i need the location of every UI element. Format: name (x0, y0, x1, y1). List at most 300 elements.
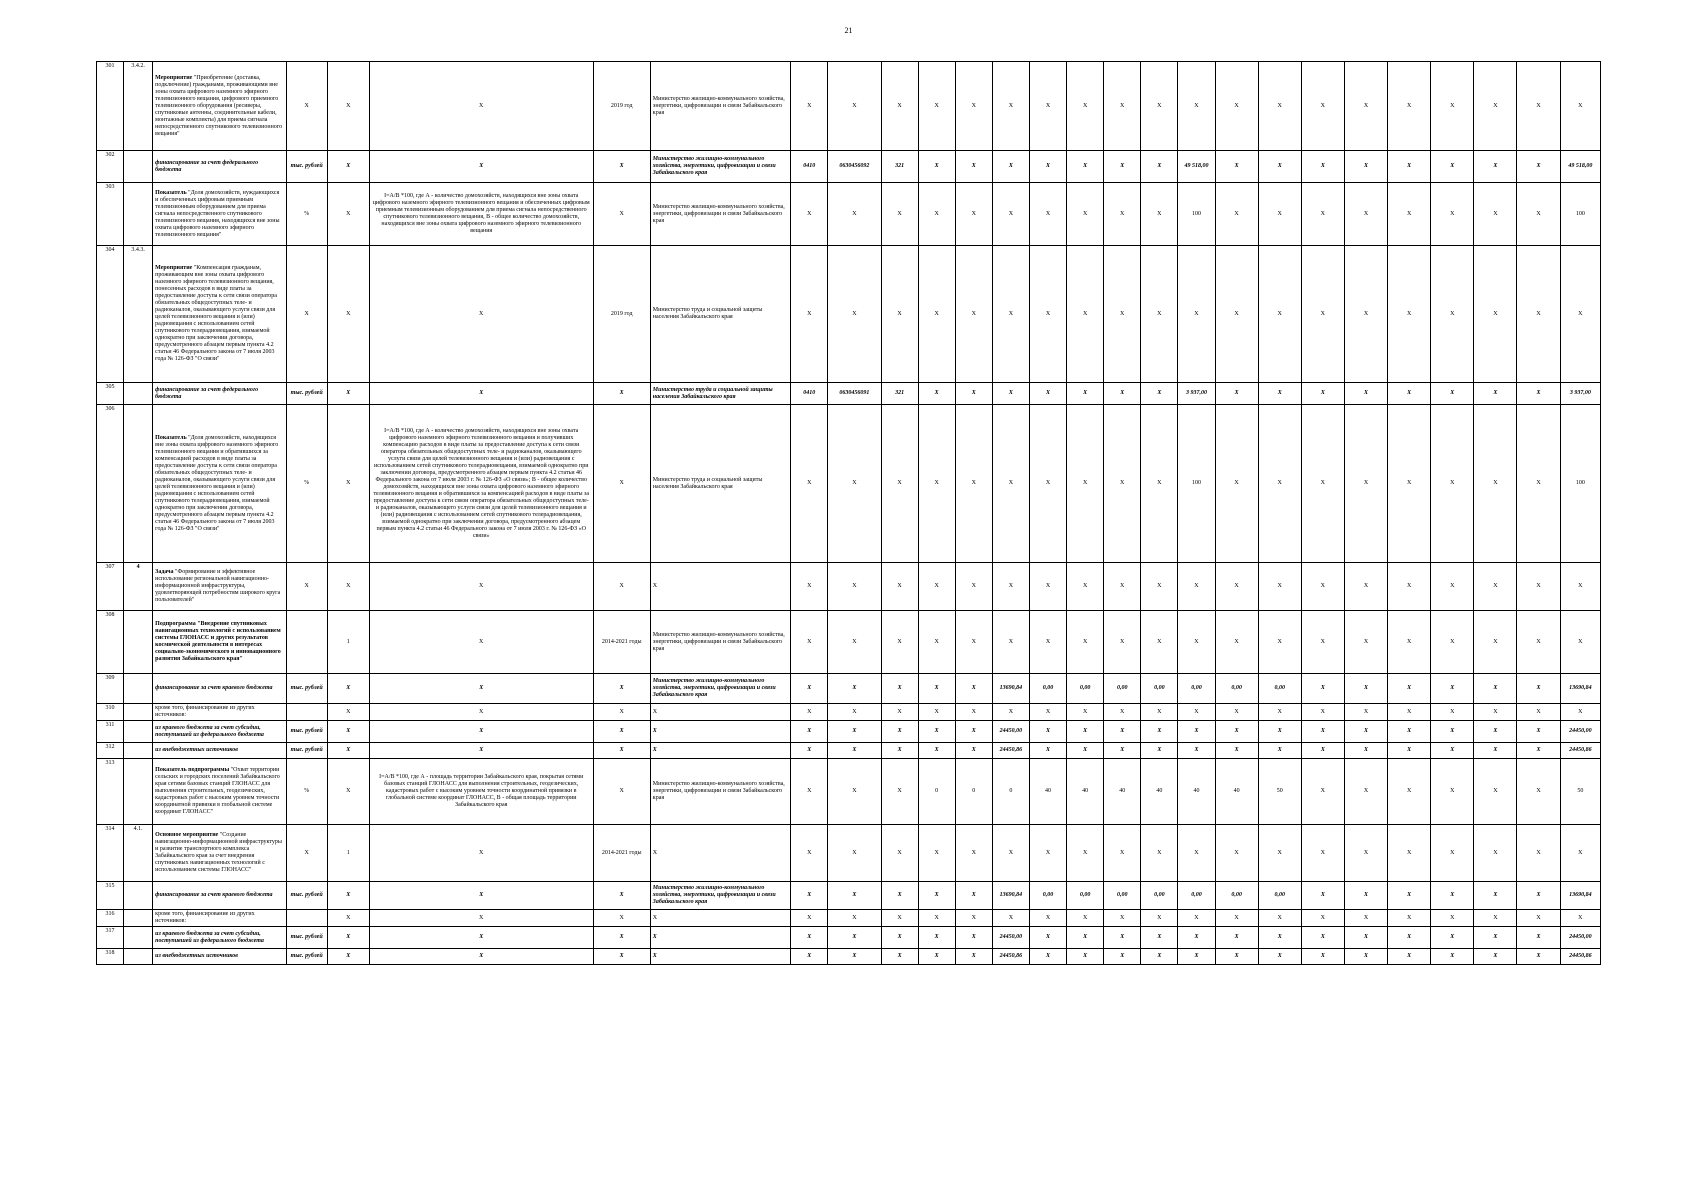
value-cell: 40 (1215, 759, 1258, 825)
value-cell: X (1067, 563, 1104, 611)
value-cell: X (1388, 62, 1431, 151)
value-cell: X (1141, 246, 1178, 383)
period-cell: X (593, 759, 650, 825)
value-cell: X (881, 674, 918, 704)
value-cell: 24450,86 (992, 949, 1029, 965)
row-code-cell (124, 704, 153, 721)
table-row (97, 246, 1601, 383)
value-cell: X (918, 882, 955, 910)
value-cell: 0 (992, 759, 1029, 825)
value-cell: X (791, 759, 828, 825)
description-cell (153, 910, 286, 927)
value-cell: X (1474, 183, 1517, 246)
value-cell: X (1388, 183, 1431, 246)
value-cell: X (1388, 611, 1431, 674)
value-cell: X (955, 721, 992, 743)
value-cell: 0 (955, 759, 992, 825)
value-cell: X (955, 910, 992, 927)
value-cell: X (1067, 405, 1104, 563)
row-number-cell: 303 (97, 183, 124, 246)
value-cell: X (1517, 759, 1560, 825)
value-cell: X (1474, 882, 1517, 910)
row-description-text: финансирование за счет федерального бюджета (155, 386, 259, 400)
value-cell: X (828, 62, 881, 151)
value-cell: X (1215, 405, 1258, 563)
value-cell: X (828, 405, 881, 563)
value-cell: X (791, 563, 828, 611)
unit-cell: % (286, 405, 327, 563)
row-description-text: "Создание навигационно-информационной инфраструктуры и развитие транспортного комплекса Забайкальского края за счет внедрения спутниковых навигационных технологий с использованием системы ГЛОНАСС" (155, 832, 282, 873)
value-cell: 50 (1258, 759, 1301, 825)
value-cell: X (1301, 151, 1344, 183)
row-number-cell: 305 (97, 383, 124, 405)
executor-cell: X (650, 949, 790, 965)
row-description-text: "Внедрение спутниковых навигационных технологий с использованием системы ГЛОНАСС и других результатов космической деятельности в интересах социально-экономического и инновационного развития Забайкальского края" (155, 621, 281, 662)
value-cell: X (1104, 183, 1141, 246)
value-cell: 24450,00 (992, 927, 1029, 949)
value-cell: X (1344, 721, 1387, 743)
value-cell: X (1215, 704, 1258, 721)
value-cell: X (881, 611, 918, 674)
formula-cell: X (369, 151, 593, 183)
value-cell: 40 (1141, 759, 1178, 825)
value-cell: X (1029, 183, 1066, 246)
value-cell: X (955, 927, 992, 949)
period-cell: X (593, 743, 650, 759)
value-cell: X (1344, 246, 1387, 383)
executor-cell: Министерство жилищно-коммунального хозяйства, энергетики, цифровизации и связи Забайкальского края (650, 882, 790, 910)
column-4-cell: X (327, 721, 369, 743)
value-cell: X (791, 183, 828, 246)
value-cell: X (1258, 405, 1301, 563)
value-cell: X (1431, 825, 1474, 882)
value-cell: 0630456091 (828, 383, 881, 405)
value-cell: X (1474, 743, 1517, 759)
value-cell: X (1067, 246, 1104, 383)
row-code-cell: 4.1. (124, 825, 153, 882)
value-cell: X (1258, 949, 1301, 965)
value-cell: X (1029, 704, 1066, 721)
value-cell: X (955, 882, 992, 910)
row-code-cell: 4 (124, 563, 153, 611)
value-cell: 0,00 (1215, 882, 1258, 910)
row-number-cell: 313 (97, 759, 124, 825)
value-cell: X (1301, 721, 1344, 743)
value-cell: X (1258, 743, 1301, 759)
value-cell: X (1215, 183, 1258, 246)
value-cell: X (1067, 183, 1104, 246)
formula-cell: X (369, 927, 593, 949)
value-cell: X (1104, 825, 1141, 882)
value-cell: X (918, 183, 955, 246)
value-cell: X (1560, 704, 1600, 721)
value-cell: X (1474, 949, 1517, 965)
value-cell: 0,00 (1258, 674, 1301, 704)
value-cell: X (1388, 405, 1431, 563)
value-cell: X (1388, 383, 1431, 405)
value-cell: X (1104, 721, 1141, 743)
column-4-cell: X (327, 910, 369, 927)
value-cell: X (1215, 383, 1258, 405)
row-code-cell (124, 405, 153, 563)
row-code-cell (124, 183, 153, 246)
value-cell: X (1141, 405, 1178, 563)
value-cell: X (828, 949, 881, 965)
value-cell: X (791, 62, 828, 151)
column-4-cell: X (327, 405, 369, 563)
unit-cell: тыс. рублей (286, 927, 327, 949)
value-cell: X (1104, 704, 1141, 721)
value-cell: X (791, 743, 828, 759)
period-cell: X (593, 383, 650, 405)
table-row (97, 62, 1601, 151)
value-cell: X (1258, 910, 1301, 927)
value-cell: X (1104, 62, 1141, 151)
value-cell: X (828, 246, 881, 383)
period-cell: 2014-2021 годы (593, 825, 650, 882)
unit-cell: тыс. рублей (286, 151, 327, 183)
value-cell: X (1141, 704, 1178, 721)
table-row (97, 611, 1601, 674)
value-cell: X (1104, 405, 1141, 563)
value-cell: X (1344, 383, 1387, 405)
formula-cell: I=A/B *100, где А - количество домохозяйств, находящихся вне зоны охвата цифрового наземного эфирного телевизионного вещания и получивших компенсацию расходов в виде платы за предоставление доступа к сети связи оператора обязательных общедоступных теле- и радиоканалов, оказывающего услуги связи для целей телевизионного вещания и (или) радиовещания с использованием сетей спутникового телерадиовещания, взимаемой однократно при заключении договора, предусмотренного абзацем первым пункта 4.2 статьи 46 Федерального закона от 7 июля 2003 г. № 126-ФЗ «О связи»; В - общее количество домохозяйств, находящихся вне зоны охвата цифрового наземного эфирного телевизионного вещания и обратившихся за компенсацией расходов в виде платы за предоставление доступа к сети связи оператора обязательных общедоступных теле- и радиоканалов, оказывающего услуги связи для целей телевизионного вещания и (или) радиовещания с использованием сетей спутникового телерадиовещания, взимаемой однократно при заключении договора, предусмотренного абзацем первым пункта 4.2 статьи 46 Федерального закона от 7 июля 2003 г. № 126-ФЗ «О связи» (369, 405, 593, 563)
value-cell: X (1560, 910, 1600, 927)
value-cell: X (1104, 383, 1141, 405)
value-cell: X (1517, 882, 1560, 910)
column-4-cell: X (327, 759, 369, 825)
value-cell: X (918, 949, 955, 965)
page-number: 21 (844, 26, 853, 35)
formula-cell: X (369, 383, 593, 405)
value-cell: X (1344, 949, 1387, 965)
value-cell: X (828, 674, 881, 704)
value-cell: X (1474, 704, 1517, 721)
value-cell: X (1388, 721, 1431, 743)
row-number-cell: 310 (97, 704, 124, 721)
value-cell: X (1029, 246, 1066, 383)
row-description-text: из внебюджетных источников (155, 747, 238, 753)
value-cell: X (828, 704, 881, 721)
value-cell: X (791, 721, 828, 743)
unit-cell: % (286, 759, 327, 825)
column-4-cell: X (327, 563, 369, 611)
value-cell: X (881, 704, 918, 721)
row-description-text: кроме того, финансирование из других источников: (155, 705, 255, 718)
period-cell: X (593, 721, 650, 743)
row-number-cell: 314 (97, 825, 124, 882)
value-cell: 0410 (791, 383, 828, 405)
value-cell: X (1474, 405, 1517, 563)
value-cell: X (1431, 246, 1474, 383)
value-cell: X (1474, 151, 1517, 183)
value-cell: X (828, 910, 881, 927)
executor-cell: X (650, 563, 790, 611)
value-cell: X (1301, 674, 1344, 704)
value-cell: X (881, 246, 918, 383)
value-cell: X (1388, 949, 1431, 965)
value-cell: X (1029, 151, 1066, 183)
value-cell: X (1474, 721, 1517, 743)
table-row (97, 704, 1601, 721)
value-cell: X (1215, 825, 1258, 882)
row-code-cell (124, 759, 153, 825)
value-cell: X (1431, 759, 1474, 825)
value-cell: 49 518,00 (1560, 151, 1600, 183)
description-cell (153, 563, 286, 611)
value-cell: X (1029, 910, 1066, 927)
value-cell: X (1517, 183, 1560, 246)
column-4-cell: X (327, 151, 369, 183)
row-code-cell (124, 910, 153, 927)
formula-cell: X (369, 246, 593, 383)
value-cell: X (791, 927, 828, 949)
value-cell: X (1474, 759, 1517, 825)
table-row (97, 949, 1601, 965)
value-cell: X (918, 563, 955, 611)
value-cell: 40 (1029, 759, 1066, 825)
description-cell (153, 759, 286, 825)
value-cell: 100 (1560, 183, 1600, 246)
value-cell: X (1474, 674, 1517, 704)
value-cell: X (881, 759, 918, 825)
value-cell: X (1141, 383, 1178, 405)
value-cell: X (1141, 927, 1178, 949)
executor-cell: X (650, 910, 790, 927)
value-cell: X (1104, 949, 1141, 965)
value-cell: X (881, 721, 918, 743)
value-cell: X (918, 246, 955, 383)
table-row (97, 927, 1601, 949)
row-description-text: "Доля домохозяйств, находящихся вне зоны охвата цифрового наземного эфирного телевизионного вещания и обратившихся за компенсацией расходов в виде платы за предоставление доступа к сети связи оператора обязательных общедоступных теле- и радиоканалов, оказывающего услуги связи для целей телевизионного вещания и (или) радиовещания с использованием сетей спутникового телерадиовещания, взимаемой однократно при заключении договора, предусмотренного абзацем первым пункта 4.2 статьи 46 Федерального закона от 7 июля 2003 года № 126-ФЗ "О связи" (155, 434, 279, 532)
table-row (97, 383, 1601, 405)
value-cell: X (1029, 62, 1066, 151)
value-cell: X (1258, 611, 1301, 674)
value-cell: X (1344, 759, 1387, 825)
value-cell: X (1431, 674, 1474, 704)
executor-cell: X (650, 743, 790, 759)
formula-cell: X (369, 62, 593, 151)
value-cell: X (1560, 825, 1600, 882)
period-cell: 2019 год (593, 62, 650, 151)
value-cell: X (1517, 62, 1560, 151)
value-cell: X (1029, 405, 1066, 563)
value-cell: X (1178, 246, 1215, 383)
value-cell: X (1560, 62, 1600, 151)
value-cell: X (1258, 563, 1301, 611)
value-cell: 0,00 (1029, 674, 1066, 704)
value-cell: X (1067, 927, 1104, 949)
value-cell: X (1301, 704, 1344, 721)
value-cell: X (1388, 759, 1431, 825)
row-kind-label: Показатель (155, 189, 187, 196)
value-cell: X (1141, 743, 1178, 759)
value-cell: X (1474, 825, 1517, 882)
value-cell: X (1104, 246, 1141, 383)
value-cell: X (1560, 611, 1600, 674)
executor-cell: Министерство жилищно-коммунального хозяйства, энергетики, цифровизации и связи Забайкальского края (650, 611, 790, 674)
value-cell: X (1431, 405, 1474, 563)
value-cell: X (828, 927, 881, 949)
value-cell: X (791, 674, 828, 704)
value-cell: X (1258, 183, 1301, 246)
value-cell: X (1029, 927, 1066, 949)
row-code-cell: 3.4.2. (124, 62, 153, 151)
formula-cell: I=A/B *100, где А - площадь территории Забайкальского края, покрытая сетями базовых станций ГЛОНАСС для выполнения строительных, геодезических, кадастровых работ с высоким уровнем точности координатной привязки в глобальной системе координат ГЛОНАСС, В - общая площадь территории Забайкальского края (369, 759, 593, 825)
table-row (97, 910, 1601, 927)
row-code-cell (124, 151, 153, 183)
value-cell: 0,00 (1141, 674, 1178, 704)
value-cell: X (791, 246, 828, 383)
value-cell: X (955, 563, 992, 611)
value-cell: 24450,86 (992, 743, 1029, 759)
value-cell: X (1141, 563, 1178, 611)
value-cell: X (1301, 563, 1344, 611)
row-code-cell (124, 743, 153, 759)
value-cell: 13690,84 (1560, 674, 1600, 704)
value-cell: X (1029, 563, 1066, 611)
unit-cell (286, 704, 327, 721)
value-cell: X (992, 825, 1029, 882)
row-kind-label: Показатель подпрограммы (155, 767, 230, 773)
unit-cell: X (286, 62, 327, 151)
executor-cell: Министерство жилищно-коммунального хозяйства, энергетики, цифровизации и связи Забайкальского края (650, 151, 790, 183)
value-cell: X (791, 882, 828, 910)
value-cell: X (1431, 563, 1474, 611)
value-cell: X (1067, 825, 1104, 882)
unit-cell: тыс. рублей (286, 721, 327, 743)
value-cell: X (1474, 611, 1517, 674)
row-description-text: кроме того, финансирование из других источников: (155, 911, 255, 924)
description-cell (153, 383, 286, 405)
value-cell: X (1215, 721, 1258, 743)
value-cell: X (918, 927, 955, 949)
row-code-cell (124, 882, 153, 910)
value-cell: X (791, 405, 828, 563)
value-cell: X (881, 949, 918, 965)
value-cell: X (881, 183, 918, 246)
value-cell: X (992, 183, 1029, 246)
value-cell: X (1215, 910, 1258, 927)
value-cell: X (1029, 611, 1066, 674)
description-cell (153, 743, 286, 759)
value-cell: X (1474, 383, 1517, 405)
value-cell: X (1301, 825, 1344, 882)
row-number-cell: 312 (97, 743, 124, 759)
value-cell: X (1344, 882, 1387, 910)
row-description-text: из краевого бюджета за счет субсидии, поступившей из федерального бюджета (155, 930, 264, 944)
value-cell: X (1178, 743, 1215, 759)
value-cell: X (1067, 949, 1104, 965)
value-cell: X (955, 62, 992, 151)
value-cell: X (918, 910, 955, 927)
value-cell: 50 (1560, 759, 1600, 825)
value-cell: X (1258, 704, 1301, 721)
value-cell: X (1067, 383, 1104, 405)
value-cell: X (828, 183, 881, 246)
value-cell: X (828, 825, 881, 882)
table-row (97, 743, 1601, 759)
value-cell: X (918, 611, 955, 674)
value-cell: X (1104, 743, 1141, 759)
value-cell: X (1517, 949, 1560, 965)
column-4-cell: X (327, 62, 369, 151)
period-cell: X (593, 405, 650, 563)
unit-cell: X (286, 246, 327, 383)
row-number-cell: 307 (97, 563, 124, 611)
value-cell: X (955, 674, 992, 704)
formula-cell: X (369, 721, 593, 743)
period-cell: X (593, 704, 650, 721)
value-cell: X (1141, 611, 1178, 674)
value-cell: X (1344, 743, 1387, 759)
value-cell: X (1388, 927, 1431, 949)
value-cell: X (992, 563, 1029, 611)
value-cell: 0,00 (1029, 882, 1066, 910)
row-number-cell: 308 (97, 611, 124, 674)
value-cell: X (1388, 882, 1431, 910)
period-cell: 2019 год (593, 246, 650, 383)
table-row (97, 183, 1601, 246)
row-code-cell (124, 611, 153, 674)
value-cell: X (1517, 563, 1560, 611)
value-cell: X (955, 825, 992, 882)
description-cell (153, 674, 286, 704)
row-number-cell: 315 (97, 882, 124, 910)
value-cell: X (791, 825, 828, 882)
value-cell: X (1178, 949, 1215, 965)
value-cell: X (1431, 383, 1474, 405)
executor-cell: X (650, 825, 790, 882)
value-cell: X (1178, 62, 1215, 151)
value-cell: X (1431, 183, 1474, 246)
unit-cell: X (286, 563, 327, 611)
value-cell: X (1104, 563, 1141, 611)
executor-cell: X (650, 704, 790, 721)
period-cell: X (593, 949, 650, 965)
value-cell: X (918, 405, 955, 563)
value-cell: 13690,84 (992, 882, 1029, 910)
value-cell: X (1388, 704, 1431, 721)
value-cell: X (1344, 910, 1387, 927)
value-cell: X (955, 383, 992, 405)
description-cell (153, 721, 286, 743)
value-cell: 0,00 (1067, 674, 1104, 704)
value-cell: X (881, 405, 918, 563)
unit-cell: % (286, 183, 327, 246)
executor-cell: Министерство жилищно-коммунального хозяйства, энергетики, цифровизации и связи Забайкальского края (650, 759, 790, 825)
row-description-text: финансирование за счет краевого бюджета (155, 685, 273, 691)
value-cell: 3 937,00 (1560, 383, 1600, 405)
column-4-cell: X (327, 743, 369, 759)
value-cell: 24450,00 (992, 721, 1029, 743)
value-cell: X (1258, 721, 1301, 743)
unit-cell: тыс. рублей (286, 674, 327, 704)
executor-cell: Министерство труда и социальной защиты населения Забайкальского края (650, 383, 790, 405)
executor-cell: Министерство жилищно-коммунального хозяйства, энергетики, цифровизации и связи Забайкальского края (650, 674, 790, 704)
value-cell: X (1517, 611, 1560, 674)
row-number-cell: 304 (97, 246, 124, 383)
value-cell: X (1301, 759, 1344, 825)
value-cell: X (992, 704, 1029, 721)
row-code-cell (124, 949, 153, 965)
column-4-cell: X (327, 246, 369, 383)
value-cell: X (828, 882, 881, 910)
value-cell: X (1104, 927, 1141, 949)
value-cell: X (1067, 721, 1104, 743)
row-number-cell: 317 (97, 927, 124, 949)
value-cell: X (1258, 62, 1301, 151)
